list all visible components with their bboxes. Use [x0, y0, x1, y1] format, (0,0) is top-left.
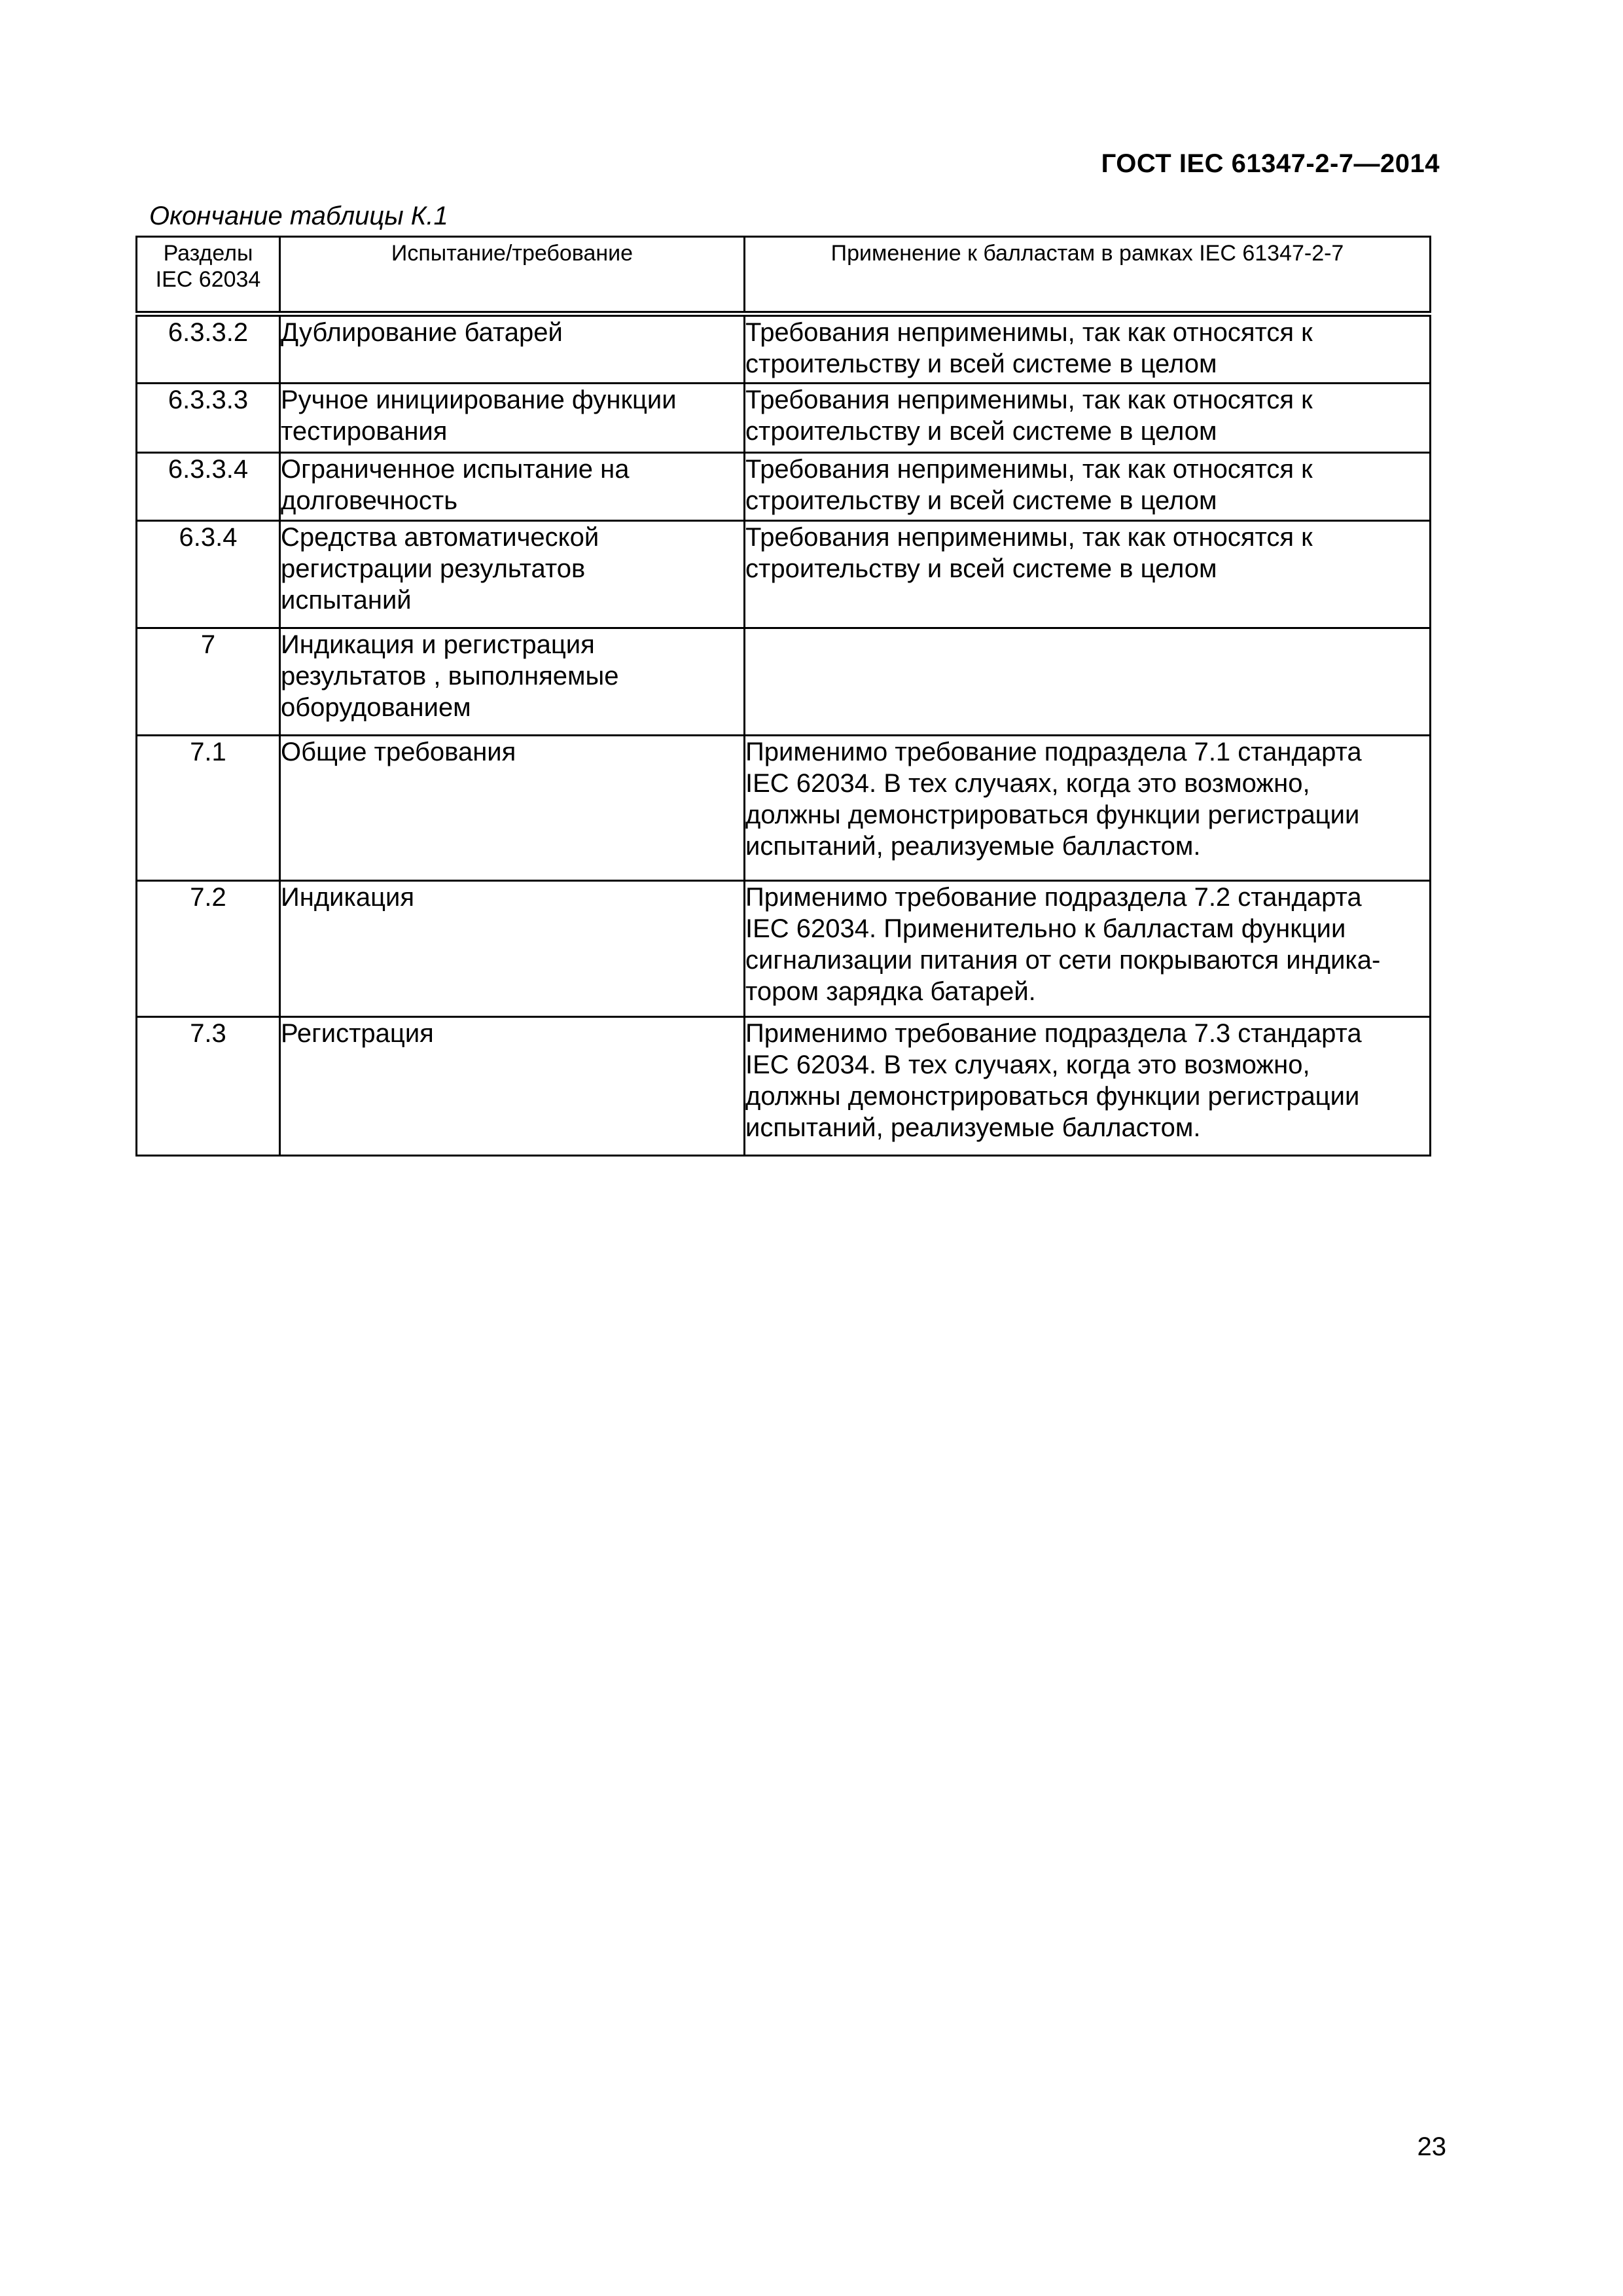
test-cell: Индикация и регистрация результатов , выполняемые оборудованием: [280, 628, 745, 736]
application-cell: [745, 628, 1431, 736]
application-cell: Требования неприменимы, так как относятся к строительству и всей системе в целом: [745, 314, 1431, 384]
column-header-sections: Разделы IEC 62034: [137, 237, 280, 314]
section-number-cell: 6.3.3.4: [137, 453, 280, 521]
section-number-cell: 7.1: [137, 736, 280, 881]
column-header-application: Применение к балластам в рамках IEC 61347-2-7: [745, 237, 1431, 314]
table-row: [137, 628, 1431, 736]
test-cell: Индикация: [280, 881, 745, 1017]
table-row: [137, 1017, 1431, 1156]
application-cell: Требования неприменимы, так как относятся к строительству и всей системе в целом: [745, 521, 1431, 628]
page-number: 23: [1417, 2132, 1446, 2161]
section-number-cell: 6.3.3.3: [137, 384, 280, 453]
table-row: [137, 314, 1431, 384]
section-number-cell: 7: [137, 628, 280, 736]
table-row: [137, 384, 1431, 453]
application-cell: Применимо требование подраздела 7.3 стандарта IEC 62034. В тех случаях, когда это возможно, должны демонстрироваться функции регистрации испытаний, реализуемые балластом.: [745, 1017, 1431, 1156]
section-number-cell: 6.3.3.2: [137, 314, 280, 384]
column-header-test: Испытание/требование: [280, 237, 745, 314]
test-cell: Ручное инициирование функции тестирования: [280, 384, 745, 453]
table-row: [137, 736, 1431, 881]
test-cell: Средства автоматической регистрации результатов испытаний: [280, 521, 745, 628]
table-row: [137, 521, 1431, 628]
requirements-table: [135, 236, 1431, 1157]
test-cell: Регистрация: [280, 1017, 745, 1156]
table-row: [137, 881, 1431, 1017]
document-code: ГОСТ IEC 61347-2-7—2014: [1101, 149, 1440, 178]
application-cell: Требования неприменимы, так как относятся к строительству и всей системе в целом: [745, 384, 1431, 453]
table-row: [137, 453, 1431, 521]
application-cell: Применимо требование подраздела 7.2 стандарта IEC 62034. Применительно к балластам функции сигнализации питания от сети покрываются индика- тором зарядка батарей.: [745, 881, 1431, 1017]
test-cell: Ограниченное испытание на долговечность: [280, 453, 745, 521]
application-cell: Применимо требование подраздела 7.1 стандарта IEC 62034. В тех случаях, когда это возможно, должны демонстрироваться функции регистрации испытаний, реализуемые балластом.: [745, 736, 1431, 881]
table-header-row: [137, 237, 1431, 314]
test-cell: Общие требования: [280, 736, 745, 881]
table-caption: Окончание таблицы К.1: [149, 202, 448, 230]
section-number-cell: 6.3.4: [137, 521, 280, 628]
section-number-cell: 7.3: [137, 1017, 280, 1156]
section-number-cell: 7.2: [137, 881, 280, 1017]
test-cell: Дублирование батарей: [280, 314, 745, 384]
application-cell: Требования неприменимы, так как относятся к строительству и всей системе в целом: [745, 453, 1431, 521]
